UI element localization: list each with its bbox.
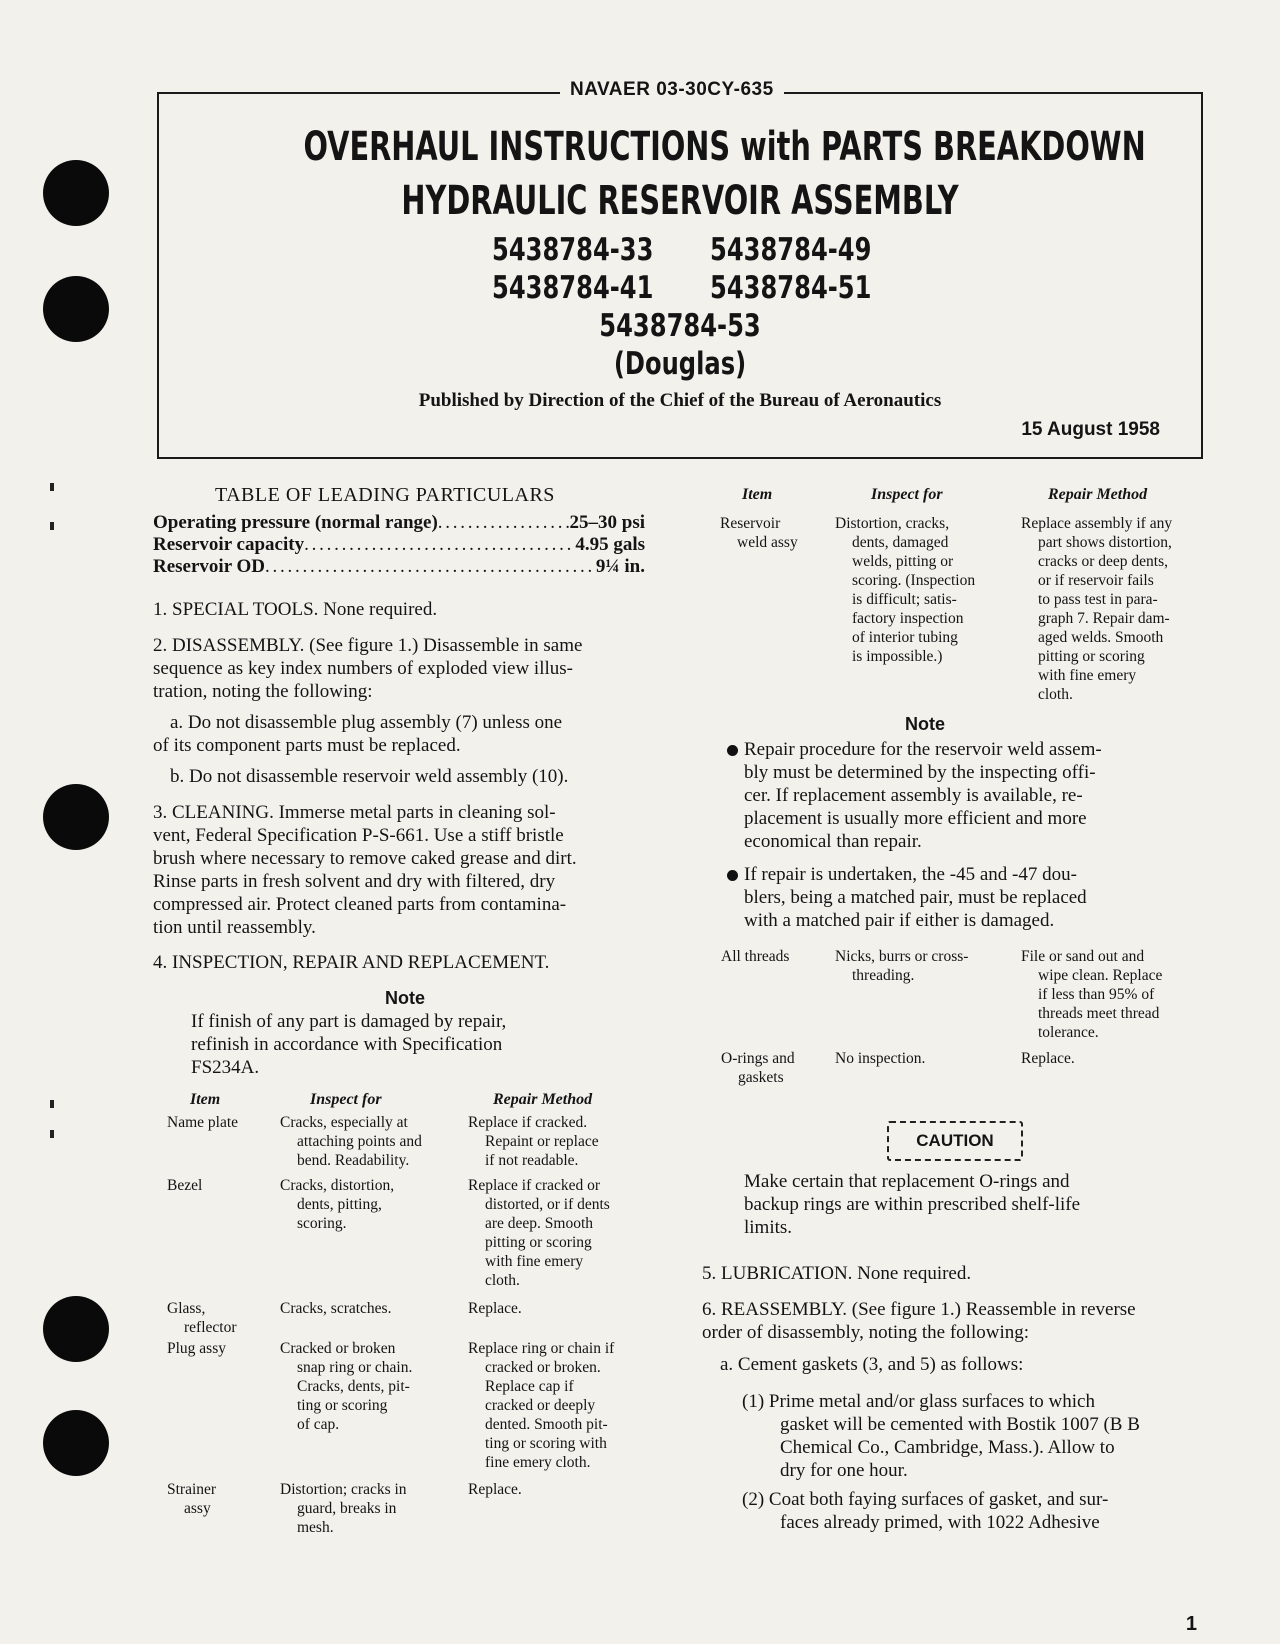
text-line: cracked or deeply <box>485 1397 596 1414</box>
text-line: Plug assy <box>167 1340 226 1357</box>
part-number: 5438784-49 <box>710 232 872 268</box>
text-line: compressed air. Protect cleaned parts from contamina- <box>153 894 567 915</box>
text-line: dry for one hour. <box>780 1460 908 1481</box>
text-line: dented. Smooth pit- <box>485 1416 608 1433</box>
text-line: Rinse parts in fresh solvent and dry with filtered, dry <box>153 871 556 892</box>
text-line: scoring. <box>297 1215 347 1232</box>
text-line: 3. CLEANING. Immerse metal parts in cleaning sol- <box>153 802 556 823</box>
binder-hole-3 <box>43 784 109 850</box>
text-line: Replace. <box>468 1300 522 1317</box>
reassembly-step-a2 <box>742 1488 1202 1534</box>
text-line: wipe clean. Replace <box>1038 967 1163 984</box>
note-heading: Note <box>905 714 945 734</box>
reassembly-step-a: a. Cement gaskets (3, and 5) as follows: <box>720 1354 1024 1375</box>
table-cell-inspect <box>835 514 975 666</box>
text-line: Repair procedure for the reservoir weld assem- <box>744 738 1164 761</box>
text-line: Reservoir <box>720 515 781 532</box>
note-bullet-matched-pair <box>744 863 1164 932</box>
section-inspection: 4. INSPECTION, REPAIR AND REPLACEMENT. <box>153 952 550 973</box>
particular-row: Operating pressure (normal range) . . . 25–30 psi <box>153 512 645 534</box>
text-line: Cracks, dents, pit- <box>297 1378 410 1395</box>
table-cell-item <box>167 1480 216 1518</box>
col-header-repair: Repair Method <box>493 1091 593 1108</box>
table-cell-repair <box>468 1339 614 1472</box>
table-cell-item <box>167 1113 238 1132</box>
note-bullet-repair-procedure <box>744 738 1164 853</box>
text-line: threading. <box>852 967 915 984</box>
table-cell-inspect <box>280 1299 391 1318</box>
text-line: attaching points and <box>297 1133 422 1150</box>
doc-number: NAVAER 03-30CY-635 <box>560 79 784 101</box>
col-header-repair: Repair Method <box>1048 486 1148 503</box>
table-cell-repair <box>1021 1049 1075 1068</box>
text-line: O-rings and <box>721 1050 795 1067</box>
text-line: brush where necessary to remove caked grease and dirt. <box>153 848 577 869</box>
publish-date: 15 August 1958 <box>1021 419 1160 440</box>
section-special-tools: 1. SPECIAL TOOLS. None required. <box>153 599 438 620</box>
text-line: Replace if cracked. <box>468 1114 588 1131</box>
text-line: distorted, or if dents <box>485 1196 610 1213</box>
text-line: scoring. (Inspection <box>852 572 976 589</box>
disassembly-note-b: b. Do not disassemble reservoir weld assembly (10). <box>170 766 569 787</box>
text-line: ting or scoring with <box>485 1435 607 1452</box>
text-line: Strainer <box>167 1481 217 1498</box>
text-line: Bezel <box>167 1177 203 1194</box>
text-line: graph 7. Repair dam- <box>1038 610 1170 627</box>
text-line: welds, pitting or <box>852 553 954 570</box>
finish-note <box>191 1010 611 1079</box>
text-line: blers, being a matched pair, must be replaced <box>744 887 1087 908</box>
binder-hole-1 <box>43 160 109 226</box>
text-line: reflector <box>184 1319 237 1336</box>
text-line: order of disassembly, noting the following: <box>702 1322 1029 1343</box>
text-line: assy <box>184 1500 211 1517</box>
binder-hole-2 <box>43 276 109 342</box>
text-line: if less than 95% of <box>1038 986 1155 1003</box>
text-line: Replace assembly if any <box>1021 515 1173 532</box>
text-line: pitting or scoring <box>1038 648 1145 665</box>
col-header-item: Item <box>190 1091 221 1108</box>
margin-mark <box>50 522 54 530</box>
margin-mark <box>50 483 54 491</box>
text-line: fine emery cloth. <box>485 1454 591 1471</box>
table-cell-repair <box>468 1113 599 1170</box>
text-line: tolerance. <box>1038 1024 1099 1041</box>
text-line: refinish in accordance with Specification <box>191 1034 503 1055</box>
table-cell-inspect <box>280 1480 407 1537</box>
table-cell-repair <box>1021 947 1162 1042</box>
text-line: to pass test in para- <box>1038 591 1158 608</box>
text-line: mesh. <box>297 1519 334 1536</box>
text-line: All threads <box>721 948 790 965</box>
published-by: Published by Direction of the Chief of the Bureau of Aeronautics <box>418 390 942 411</box>
text-line: aged welds. Smooth <box>1038 629 1164 646</box>
text-line: factory inspection <box>852 610 964 627</box>
text-line: Replace cap if <box>485 1378 574 1395</box>
text-line: placement is usually more efficient and more <box>744 808 1087 829</box>
text-line: dents, damaged <box>852 534 949 551</box>
text-line: gasket will be cemented with Bostik 1007 (B B <box>780 1414 1140 1435</box>
table-cell-repair <box>468 1299 522 1318</box>
particular-row: Reservoir OD . . . 9¼ in. <box>153 556 645 578</box>
table-cell-inspect <box>835 1049 925 1068</box>
text-line: dents, pitting, <box>297 1196 382 1213</box>
manufacturer: (Douglas) <box>613 346 747 382</box>
text-line: of interior tubing <box>852 629 958 646</box>
text-line: 6. REASSEMBLY. (See figure 1.) Reassemble in reverse <box>702 1299 1136 1320</box>
text-line: FS234A. <box>191 1057 260 1078</box>
text-line: Glass, <box>167 1300 206 1317</box>
text-line: cracks or deep dents, <box>1038 553 1168 570</box>
text-line: faces already primed, with 1022 Adhesive <box>780 1512 1100 1533</box>
text-line: snap ring or chain. <box>297 1359 413 1376</box>
text-line: with fine emery <box>485 1253 584 1270</box>
leading-particulars-table <box>153 512 645 578</box>
text-line: of cap. <box>297 1416 340 1433</box>
table-cell-item <box>720 514 798 552</box>
text-line: are deep. Smooth <box>485 1215 594 1232</box>
text-line: Distortion; cracks in <box>280 1481 407 1498</box>
col-header-item: Item <box>742 486 773 503</box>
text-line: Make certain that replacement O-rings and <box>744 1171 1070 1192</box>
text-line: cer. If replacement assembly is available, re- <box>744 785 1083 806</box>
text-line: cloth. <box>1038 686 1073 703</box>
section-cleaning <box>153 801 651 939</box>
section-lubrication: 5. LUBRICATION. None required. <box>702 1263 972 1284</box>
table-cell-inspect <box>280 1113 422 1170</box>
text-line: Repaint or replace <box>485 1133 599 1150</box>
table-cell-repair <box>1021 514 1172 704</box>
text-line: Distortion, cracks, <box>835 515 950 532</box>
margin-mark <box>50 1100 54 1108</box>
binder-hole-5 <box>43 1410 109 1476</box>
note-heading: Note <box>385 988 425 1008</box>
text-line: Replace ring or chain if <box>468 1340 615 1357</box>
text-line: or if reservoir fails <box>1038 572 1154 589</box>
particular-row: Reservoir capacity . . . 4.95 gals <box>153 534 645 556</box>
text-line: If repair is undertaken, the -45 and -47 dou- <box>744 863 1164 886</box>
part-number: 5438784-53 <box>599 308 761 344</box>
text-line: is impossible.) <box>852 648 943 665</box>
table-cell-repair <box>468 1480 522 1499</box>
text-line: backup rings are within prescribed shelf-life <box>744 1194 1081 1215</box>
text-line: Replace. <box>1021 1050 1075 1067</box>
text-line: with a matched pair if either is damaged. <box>744 910 1055 931</box>
text-line: File or sand out and <box>1021 948 1145 965</box>
text-line: cloth. <box>485 1272 520 1289</box>
text-line: sequence as key index numbers of exploded view illus- <box>153 658 573 679</box>
text-line: cracked or broken. <box>485 1359 601 1376</box>
text-line: threads meet thread <box>1038 1005 1160 1022</box>
caution-text <box>744 1170 1184 1239</box>
section-disassembly <box>153 634 651 703</box>
text-line: (1) Prime metal and/or glass surfaces to which <box>742 1391 1095 1412</box>
doc-title: OVERHAUL INSTRUCTIONS with PARTS BREAKDOWN <box>303 124 1146 170</box>
doc-subtitle: HYDRAULIC RESERVOIR ASSEMBLY <box>401 178 959 224</box>
table-cell-item <box>167 1299 237 1337</box>
text-line: 2. DISASSEMBLY. (See figure 1.) Disassemble in same <box>153 635 583 656</box>
text-line: guard, breaks in <box>297 1500 397 1517</box>
disassembly-note-a <box>153 711 651 757</box>
text-line: Cracks, distortion, <box>280 1177 395 1194</box>
text-line: Cracks, scratches. <box>280 1300 392 1317</box>
text-line: Name plate <box>167 1114 239 1131</box>
text-line: vent, Federal Specification P-S-661. Use a stiff bristle <box>153 825 564 846</box>
table-cell-item <box>721 1049 795 1087</box>
table-cell-item <box>167 1176 202 1195</box>
text-line: ting or scoring <box>297 1397 388 1414</box>
text-line: tion until reassembly. <box>153 917 316 938</box>
text-line: a. Do not disassemble plug assembly (7) unless one <box>170 712 563 733</box>
text-line: If finish of any part is damaged by repair, <box>191 1011 507 1032</box>
text-line: pitting or scoring <box>485 1234 592 1251</box>
text-line: with fine emery <box>1038 667 1137 684</box>
text-line: No inspection. <box>835 1050 926 1067</box>
text-line: is difficult; satis- <box>852 591 957 608</box>
text-line: Cracks, especially at <box>280 1114 408 1131</box>
table-cell-item <box>721 947 789 966</box>
text-line: Chemical Co., Cambridge, Mass.). Allow to <box>780 1437 1115 1458</box>
col-header-inspect: Inspect for <box>310 1091 382 1108</box>
text-line: Cracked or broken <box>280 1340 396 1357</box>
text-line: gaskets <box>738 1069 784 1086</box>
text-line: Nicks, burrs or cross- <box>835 948 969 965</box>
table-cell-repair <box>468 1176 610 1290</box>
text-line: if not readable. <box>485 1152 579 1169</box>
reassembly-step-a1 <box>742 1390 1202 1482</box>
text-line: bend. Readability. <box>297 1152 410 1169</box>
table-cell-inspect <box>280 1339 412 1434</box>
part-number: 5438784-33 <box>492 232 654 268</box>
table-cell-item <box>167 1339 226 1358</box>
text-line: part shows distortion, <box>1038 534 1172 551</box>
part-number: 5438784-41 <box>492 270 654 306</box>
text-line: (2) Coat both faying surfaces of gasket, and sur- <box>742 1489 1109 1510</box>
text-line: Replace. <box>468 1481 522 1498</box>
leading-particulars-title: TABLE OF LEADING PARTICULARS <box>215 484 555 506</box>
section-reassembly <box>702 1298 1202 1344</box>
margin-mark <box>50 1130 54 1138</box>
text-line: weld assy <box>737 534 798 551</box>
text-line: tration, noting the following: <box>153 681 373 702</box>
binder-hole-4 <box>43 1296 109 1362</box>
col-header-inspect: Inspect for <box>871 486 943 503</box>
text-line: bly must be determined by the inspecting offi- <box>744 762 1096 783</box>
table-cell-inspect <box>835 947 968 985</box>
part-number: 5438784-51 <box>710 270 872 306</box>
text-line: limits. <box>744 1217 793 1238</box>
text-line: Replace if cracked or <box>468 1177 601 1194</box>
page-number: 1 <box>1185 1613 1197 1635</box>
text-line: of its component parts must be replaced. <box>153 735 461 756</box>
caution-label: CAUTION <box>887 1121 1023 1161</box>
text-line: economical than repair. <box>744 831 922 852</box>
table-cell-inspect <box>280 1176 394 1233</box>
